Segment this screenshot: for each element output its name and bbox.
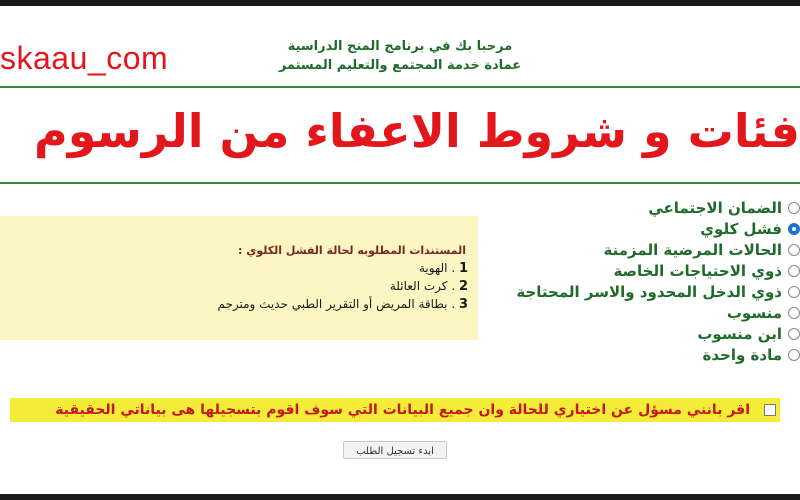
document-item: 2 . كرت العائلة [389, 279, 468, 294]
document-text: كرت العائلة [389, 279, 448, 293]
header-divider [0, 86, 800, 88]
category-option-kidney-failure[interactable] [700, 219, 800, 239]
title-divider [0, 182, 800, 184]
document-number: 3 [458, 297, 468, 312]
radio-button[interactable] [788, 202, 800, 214]
category-label: الحالات المرضية المزمنة [603, 241, 782, 259]
document-item: 1 . الهوية [419, 261, 468, 276]
radio-button[interactable] [788, 307, 800, 319]
documents-heading: المستندات المطلوبه لحالة الفشل الكلوي : [238, 244, 466, 257]
required-documents-panel [0, 216, 478, 340]
category-option-low-income[interactable] [516, 282, 800, 302]
welcome-text: مرحبا بك في برنامج المنح الدراسية [287, 39, 513, 54]
document-text: بطاقة المريض أو التقرير الطبي حديث ومترجم [217, 297, 448, 311]
agreement-bar [10, 398, 780, 422]
start-registration-button[interactable]: ابدء تسجيل الطلب [343, 441, 447, 459]
top-border [0, 0, 800, 6]
category-option-chronic-illness[interactable] [604, 240, 800, 260]
radio-button[interactable] [788, 349, 800, 361]
category-option-employee[interactable] [727, 303, 800, 323]
category-option-employee-child[interactable] [697, 324, 800, 344]
radio-button[interactable] [788, 265, 800, 277]
radio-button-selected[interactable] [788, 223, 800, 235]
document-text: الهوية [419, 261, 448, 275]
category-label: فشل كلوي [700, 220, 782, 238]
category-label: ابن منسوب [697, 325, 782, 343]
document-number: 2 [458, 279, 468, 294]
radio-button[interactable] [788, 286, 800, 298]
radio-button[interactable] [788, 244, 800, 256]
category-label: الضمان الاجتماعي [648, 199, 782, 217]
document-number: 1 [458, 261, 468, 276]
document-item: 3 . بطاقة المريض أو التقرير الطبي حديث ومترجم [217, 297, 468, 312]
category-label: منسوب [726, 304, 782, 322]
site-logo: skaau_com [0, 40, 169, 76]
category-option-social-security[interactable] [648, 198, 800, 218]
radio-button[interactable] [788, 328, 800, 340]
category-label: ذوي الدخل المحدود والاسر المحتاجة [516, 283, 782, 301]
page-title: فئات و شروط الاعفاء من الرسوم [34, 104, 800, 158]
category-label: مادة واحدة [702, 346, 782, 364]
bottom-border [0, 494, 800, 500]
category-option-special-needs[interactable] [613, 261, 800, 281]
agreement-checkbox[interactable] [764, 404, 776, 416]
category-label: ذوي الاحتياجات الخاصة [613, 262, 782, 280]
agreement-text: اقر بانني مسؤل عن اختياري للحالة وان جميع البيانات التي سوف اقوم بتسجيلها هى بياناتي الحقيقية [55, 402, 750, 418]
deanship-text: عمادة خدمة المجتمع والتعليم المستمر [278, 58, 522, 73]
category-option-single-course[interactable] [703, 345, 800, 365]
